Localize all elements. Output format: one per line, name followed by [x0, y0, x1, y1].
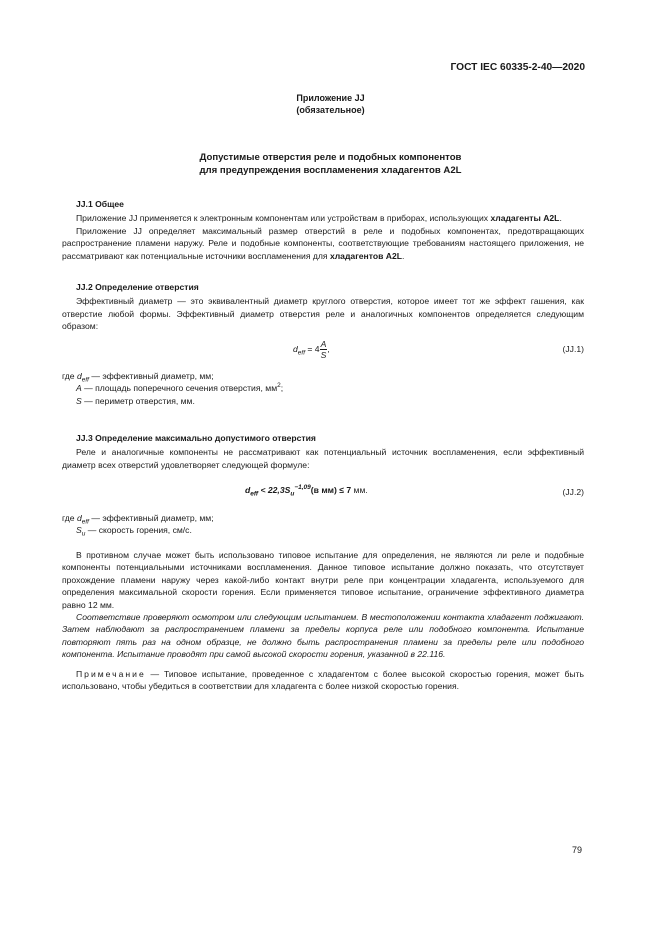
text: — скорость горения, см/с. [85, 525, 192, 536]
formula-number: (JJ.2) [562, 487, 584, 497]
text: где [62, 513, 77, 523]
where-item [62, 395, 584, 407]
where-item [62, 512, 584, 524]
paragraph: Реле и аналогичные компоненты не рассматривают как потенциальный источник воспламенения, если эффективный диаметр всех отверстий удовлетворяет следующей формуле: [62, 447, 584, 470]
standard-designation: ГОСТ IEC 60335-2-40—2020 [450, 62, 585, 73]
formula-expression [293, 339, 330, 360]
denominator: S [320, 350, 327, 360]
symbol: d [76, 371, 82, 381]
paragraph [62, 225, 584, 262]
subscript: u [290, 490, 295, 498]
note-paragraph [62, 668, 584, 693]
section-heading: JJ.2 Определение отверстия [76, 282, 199, 292]
note-label: Примечание [76, 668, 146, 679]
symbol: S [76, 395, 82, 406]
term-bold: хладагенты A2L [490, 213, 560, 224]
subscript: eff [81, 376, 89, 384]
symbol: A [76, 383, 82, 394]
symbol: d [76, 513, 82, 523]
formula-jj2 [62, 480, 584, 508]
annex-heading-line1: Допустимые отверстия реле и подобных компонентов [199, 152, 462, 163]
unit: мм. [351, 485, 368, 495]
text: Приложение JJ применяется к электронным компонентам или устройствам в приборах, использующих [76, 213, 491, 224]
superscript: 2 [277, 382, 281, 390]
numerator: A [320, 339, 327, 349]
note-text: — Типовое испытание, проведенное с хладагентом с более высокой скоростью горения, может быть использовано, чтобы убедиться в соответствии для хладагента с более низкой скоростью горения. [62, 668, 584, 692]
paragraph [62, 212, 584, 224]
punctuation: ; [280, 383, 284, 394]
where-item [62, 382, 584, 394]
formula-expression [245, 484, 368, 496]
text: . [402, 250, 405, 261]
where-item [62, 524, 584, 539]
text: . [559, 213, 562, 224]
where-list-jj3 [62, 512, 584, 537]
paragraph: В противном случае может быть использовано типовое испытание для определения, не являются ли реле и подобные компоненты потенциальными источниками воспламенения. Данное типовое испытание должно показать, что отсутствует прохождение пламени наружу через какой-либо контакт внутри реле при концентрации хладагента, используемого для определения максимальной скорости горения. Если применяется типовое испытание, ограничение эффективного диаметра равно 12 мм. [62, 550, 584, 610]
section-heading: JJ.3 Определение максимально допустимого отверстия [76, 433, 316, 443]
text: — площадь поперечного сечения отверстия, мм [81, 383, 278, 394]
formula-jj1 [62, 337, 584, 365]
annex-title: Приложение JJ [296, 93, 365, 103]
text: — эффективный диаметр, мм; [88, 371, 214, 381]
subscript: eff [297, 349, 306, 357]
subscript: u [81, 531, 86, 539]
exponent: −1,09 [294, 484, 311, 492]
section-jj3 [62, 432, 584, 471]
punctuation: , [327, 343, 330, 354]
text: — эффективный диаметр, мм; [88, 513, 214, 523]
section-jj2 [62, 281, 584, 333]
formula-number: (JJ.1) [562, 344, 584, 354]
section-jj3-body [62, 549, 584, 692]
where-list-jj1 [62, 370, 584, 407]
operator: = 4 [305, 343, 320, 354]
subscript: eff [250, 490, 259, 498]
compliance-paragraph: Соответствие проверяют осмотром или следующим испытанием. В местоположении контакта хладагент поджигают. Затем наблюдают за распространением пламени за пределы корпуса реле или подобного компонента. Испытание повторяют пять раз на одном образце, не должно быть распространения пламени за пределы реле или подобного компонента. Испытание проводят при самой высокой скорости горения, указанной в 22.116. [62, 612, 584, 660]
text: Приложение JJ определяет максимальный размер отверстий в реле и подобных компонентах, предотвращающих распространение пламени наружу. Реле и подобные компоненты, соответствующие требованиям настоящего приложения, не рассматривают как потенциальные источники воспламенения для [62, 225, 584, 261]
page-number: 79 [571, 845, 582, 855]
annex-status: (обязательное) [296, 105, 365, 115]
expression-part: < 22,3S [258, 485, 291, 495]
text: где [62, 371, 77, 381]
section-heading: JJ.1 Общее [76, 199, 124, 209]
where-item [62, 370, 584, 382]
subscript: eff [81, 518, 89, 526]
expression-part: (в мм) ≤ 7 [310, 485, 352, 495]
symbol: d [245, 485, 251, 495]
symbol: d [293, 343, 298, 354]
symbol: S [76, 525, 82, 536]
section-jj1 [62, 198, 584, 262]
paragraph: Эффективный диаметр — это эквивалентный диаметр круглого отверстия, которое имеет тот же эффект гашения, как отверстие любой формы. Эффективный диаметр отверстия реле и аналогичных компонентов определяется следующим образом: [62, 296, 584, 332]
text: — периметр отверстия, мм. [81, 395, 195, 406]
term-bold: хладагентов A2L [329, 250, 402, 261]
annex-heading-line2: для предупреждения воспламенения хладагентов A2L [199, 165, 462, 176]
